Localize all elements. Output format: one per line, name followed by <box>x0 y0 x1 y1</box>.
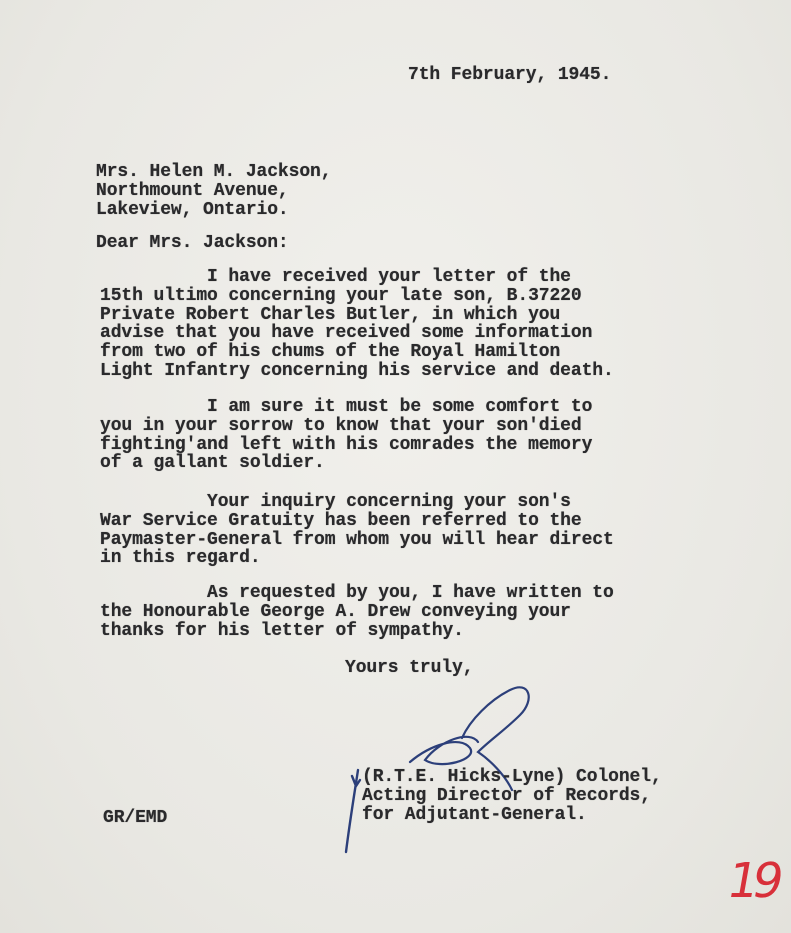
address-line: Lakeview, Ontario. <box>96 199 289 220</box>
text-line: from two of his chums of the Royal Hamilton <box>100 342 561 363</box>
text-line: advise that you have received some information <box>100 323 593 344</box>
signature-block <box>362 768 662 824</box>
text-line: As requested by you, I have written to <box>100 583 614 603</box>
signatory-title: Acting Director of Records, <box>362 785 651 806</box>
salutation: Dear Mrs. Jackson: <box>96 233 289 253</box>
text-line: I am sure it must be some comfort to <box>100 397 593 417</box>
text-line: Your inquiry concerning your son's <box>100 492 571 512</box>
text-line: Paymaster-General from whom you will hear direct <box>100 529 614 550</box>
text-line: thanks for his letter of sympathy. <box>100 620 464 641</box>
address-line: Mrs. Helen M. Jackson, <box>96 162 332 182</box>
closing: Yours truly, <box>345 658 474 678</box>
reference-initials: GR/EMD <box>103 808 168 828</box>
text-line: in this regard. <box>100 548 261 569</box>
text-line: Private Robert Charles Butler, in which you <box>100 304 561 325</box>
text-line: of a gallant soldier. <box>100 453 325 474</box>
signatory-name: (R.T.E. Hicks-Lyne) Colonel, <box>362 767 662 787</box>
text-line: Light Infantry concerning his service and death. <box>100 360 614 381</box>
text-line: 15th ultimo concerning your late son, B.37220 <box>100 285 582 306</box>
letter-date: 7th February, 1945. <box>408 65 612 85</box>
text-line: you in your sorrow to know that your son'died <box>100 415 582 436</box>
address-line: Northmount Avenue, <box>96 180 289 201</box>
text-line: fighting'and left with his comrades the memory <box>100 434 593 455</box>
text-line: War Service Gratuity has been referred to the <box>100 510 582 531</box>
signatory-on-behalf: for Adjutant-General. <box>362 804 587 825</box>
handwritten-page-number: 19 <box>723 853 783 909</box>
text-line: the Honourable George A. Drew conveying your <box>100 601 571 622</box>
text-line: I have received your letter of the <box>100 267 571 287</box>
